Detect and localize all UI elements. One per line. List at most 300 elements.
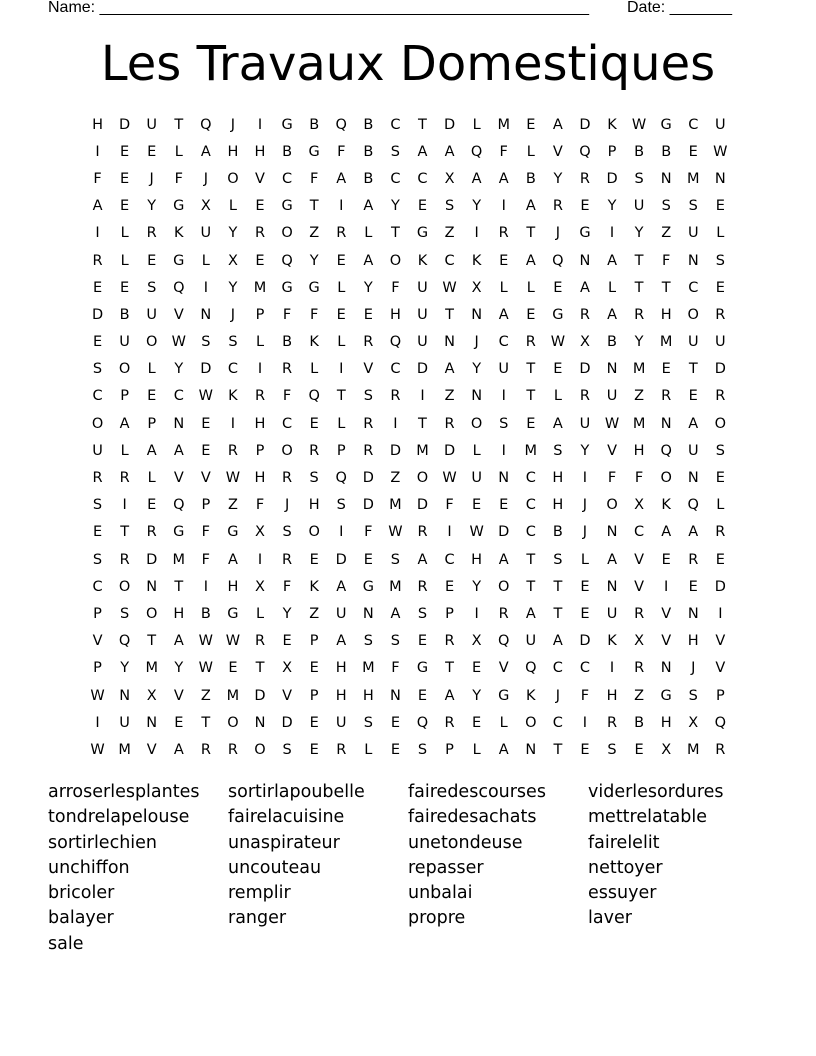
grid-letter: O	[308, 524, 320, 541]
word-list-item: ranger	[228, 908, 287, 929]
grid-letter: I	[474, 605, 479, 622]
grid-letter: V	[282, 687, 293, 704]
grid-letter: E	[120, 279, 130, 296]
grid-letter: T	[147, 633, 157, 650]
grid-letter: R	[634, 306, 645, 323]
grid-letter: I	[582, 714, 588, 731]
grid-letter: I	[609, 660, 615, 677]
grid-letter: U	[579, 415, 591, 432]
grid-row	[84, 437, 734, 464]
word-list-item: viderlesordures	[588, 782, 724, 802]
grid-letter: T	[255, 660, 265, 677]
grid-letter: M	[145, 660, 158, 677]
grid-letter: W	[442, 279, 457, 296]
grid-letter: M	[362, 660, 375, 677]
grid-letter: O	[145, 334, 158, 351]
grid-letter: K	[607, 116, 617, 133]
grid-letter: A	[417, 551, 428, 568]
grid-letter: Q	[525, 660, 537, 677]
grid-letter: X	[282, 660, 293, 677]
grid-letter: K	[471, 252, 482, 269]
grid-letter: V	[173, 306, 184, 323]
grid-letter: A	[227, 551, 238, 568]
grid-letter: E	[526, 306, 536, 323]
grid-letter: E	[174, 714, 184, 731]
grid-letter: A	[552, 116, 563, 133]
grid-letter: E	[336, 252, 346, 269]
grid-letter: C	[688, 279, 699, 296]
grid-letter: R	[146, 524, 157, 541]
word-list-item: balayer	[48, 908, 114, 929]
grid-letter: X	[255, 524, 265, 541]
grid-letter: M	[524, 442, 538, 459]
grid-letter: Y	[390, 198, 400, 215]
grid-letter: T	[445, 306, 454, 323]
grid-letter: M	[253, 279, 267, 296]
grid-letter: U	[417, 306, 428, 323]
grid-letter: G	[498, 687, 510, 704]
grid-letter: S	[715, 442, 725, 459]
grid-letter: I	[257, 551, 263, 568]
grid-letter: E	[255, 198, 265, 215]
grid-row	[84, 165, 734, 192]
grid-letter: I	[203, 279, 208, 296]
grid-row	[84, 464, 734, 491]
grid-letter: T	[390, 225, 400, 242]
grid-letter: C	[227, 361, 238, 378]
grid-row	[84, 138, 734, 165]
grid-letter: E	[336, 306, 346, 323]
grid-letter: E	[390, 741, 400, 758]
grid-letter: H	[254, 415, 266, 432]
grid-letter: G	[416, 225, 429, 242]
grid-letter: M	[632, 415, 646, 432]
grid-letter: O	[118, 578, 131, 595]
grid-letter: P	[255, 442, 265, 459]
grid-letter: U	[687, 334, 699, 351]
grid-letter: F	[580, 687, 590, 704]
grid-letter: O	[714, 415, 727, 432]
grid-letter: W	[225, 470, 241, 487]
grid-letter: W	[631, 116, 647, 133]
grid-letter: S	[417, 605, 428, 622]
grid-letter: E	[472, 714, 482, 731]
grid-letter: E	[309, 660, 319, 677]
grid-letter: E	[715, 470, 725, 487]
grid-letter: A	[444, 361, 455, 378]
grid-letter: R	[498, 225, 509, 242]
word-list-item: uncouteau	[228, 857, 322, 878]
grid-letter: R	[227, 741, 238, 758]
grid-letter: W	[604, 415, 620, 432]
grid-row	[84, 356, 734, 383]
grid-letter: U	[525, 633, 537, 650]
grid-letter: E	[580, 605, 590, 622]
grid-letter: N	[606, 361, 618, 378]
grid-letter: D	[443, 442, 456, 459]
grid-row	[84, 193, 734, 220]
grid-letter: J	[582, 524, 588, 541]
grid-letter: L	[472, 116, 481, 133]
grid-letter: S	[201, 334, 211, 351]
grid-letter: C	[579, 660, 590, 677]
grid-letter: H	[389, 306, 401, 323]
grid-letter: Q	[389, 334, 402, 351]
grid-letter: E	[499, 252, 509, 269]
grid-letter: R	[417, 524, 428, 541]
grid-letter: B	[607, 334, 617, 351]
grid-row	[84, 329, 734, 356]
grid-letter: L	[255, 334, 265, 351]
grid-letter: J	[203, 170, 208, 187]
grid-letter: S	[390, 633, 400, 650]
grid-letter: Y	[607, 198, 617, 215]
grid-letter: J	[582, 497, 588, 514]
grid-letter: V	[173, 470, 184, 487]
grid-letter: A	[525, 252, 536, 269]
grid-letter: Y	[174, 660, 184, 677]
grid-letter: S	[688, 687, 698, 704]
grid-letter: R	[227, 442, 238, 459]
grid-letter: K	[661, 497, 671, 514]
grid-letter: F	[282, 388, 292, 405]
grid-letter: Y	[363, 279, 373, 296]
grid-letter: E	[580, 741, 590, 758]
grid-letter: H	[606, 687, 618, 704]
grid-letter: E	[92, 524, 103, 541]
grid-letter: F	[255, 497, 265, 514]
word-list-item: repasser	[408, 857, 484, 878]
grid-row	[84, 573, 734, 600]
grid-letter: E	[444, 578, 455, 595]
grid-letter: A	[363, 252, 374, 269]
grid-letter: C	[444, 551, 455, 568]
grid-letter: V	[634, 551, 645, 568]
grid-letter: N	[146, 578, 158, 595]
grid-letter: E	[715, 551, 725, 568]
grid-letter: D	[579, 361, 591, 378]
grid-letter: R	[715, 388, 726, 405]
word-list-item: unchiffon	[48, 857, 130, 878]
grid-letter: C	[525, 497, 536, 514]
grid-letter: F	[282, 578, 292, 595]
grid-letter: E	[255, 252, 265, 269]
grid-letter: E	[553, 361, 563, 378]
grid-letter: B	[282, 143, 293, 160]
grid-letter: I	[230, 415, 236, 432]
grid-letter: C	[417, 170, 428, 187]
grid-letter: D	[714, 578, 726, 595]
grid-letter: N	[660, 415, 672, 432]
grid-letter: A	[92, 198, 103, 215]
grid-letter: E	[417, 198, 428, 215]
grid-letter: M	[659, 334, 673, 351]
grid-letter: P	[309, 687, 319, 704]
grid-letter: A	[498, 551, 509, 568]
grid-letter: U	[606, 388, 618, 405]
grid-letter: R	[92, 252, 103, 269]
grid-letter: R	[92, 470, 103, 487]
grid-letter: P	[715, 687, 725, 704]
grid-letter: L	[147, 470, 156, 487]
grid-letter: S	[499, 415, 509, 432]
grid-letter: U	[119, 334, 130, 351]
grid-letter: L	[228, 198, 237, 215]
grid-row	[84, 546, 734, 573]
grid-letter: A	[607, 306, 617, 323]
grid-letter: I	[95, 225, 100, 242]
grid-letter: L	[716, 225, 725, 242]
grid-letter: E	[363, 306, 373, 323]
grid-letter: T	[120, 524, 130, 541]
grid-letter: C	[282, 415, 293, 432]
grid-letter: S	[363, 633, 373, 650]
grid-letter: U	[92, 442, 103, 459]
grid-letter: N	[471, 306, 483, 323]
grid-letter: B	[200, 605, 211, 622]
grid-letter: V	[661, 633, 672, 650]
grid-letter: A	[363, 198, 374, 215]
grid-letter: G	[173, 198, 185, 215]
grid-letter: R	[444, 415, 455, 432]
grid-letter: B	[634, 143, 645, 160]
grid-letter: O	[281, 442, 293, 459]
word-list-item: arroserlesplantes	[48, 782, 200, 802]
grid-letter: V	[661, 605, 672, 622]
grid-letter: L	[310, 361, 319, 378]
grid-letter: S	[553, 442, 563, 459]
grid-letter: J	[230, 306, 236, 323]
grid-letter: G	[308, 279, 320, 296]
grid-letter: S	[417, 741, 428, 758]
grid-letter: E	[120, 198, 130, 215]
word-list-item: bricoler	[48, 883, 115, 904]
grid-letter: W	[442, 470, 457, 487]
grid-letter: O	[227, 170, 239, 187]
grid-letter: E	[688, 143, 698, 160]
name-field: Name: _______________________________________________________	[48, 0, 589, 16]
grid-letter: F	[607, 470, 617, 487]
grid-letter: X	[661, 741, 672, 758]
date-field: Date: _______	[627, 0, 732, 16]
grid-letter: O	[660, 470, 672, 487]
grid-letter: N	[498, 470, 510, 487]
grid-letter: T	[418, 116, 427, 133]
grid-letter: L	[716, 497, 725, 514]
grid-letter: S	[92, 551, 103, 568]
grid-letter: K	[526, 687, 536, 704]
grid-letter: G	[281, 198, 293, 215]
grid-letter: F	[445, 497, 454, 514]
grid-letter: X	[146, 687, 157, 704]
word-list-item: tondrelapelouse	[48, 807, 190, 828]
grid-letter: N	[579, 252, 591, 269]
grid-letter: E	[715, 198, 725, 215]
grid-letter: N	[146, 714, 158, 731]
grid-letter: L	[201, 252, 210, 269]
grid-letter: Q	[200, 116, 212, 133]
grid-letter: U	[335, 605, 347, 622]
grid-letter: I	[609, 225, 615, 242]
grid-row	[84, 600, 734, 627]
grid-letter: R	[579, 306, 590, 323]
grid-letter: E	[417, 633, 428, 650]
grid-letter: T	[526, 388, 536, 405]
grid-letter: T	[418, 415, 427, 432]
grid-letter: G	[173, 252, 185, 269]
grid-letter: D	[254, 687, 266, 704]
grid-letter: O	[470, 415, 483, 432]
grid-letter: M	[687, 170, 700, 187]
grid-letter: Z	[309, 225, 320, 242]
grid-letter: V	[255, 170, 265, 187]
grid-letter: R	[119, 470, 130, 487]
grid-letter: W	[90, 741, 105, 758]
grid-letter: I	[474, 225, 479, 242]
grid-letter: E	[472, 660, 482, 677]
word-list-item: sortirlechien	[48, 832, 157, 853]
grid-letter: S	[444, 198, 455, 215]
grid-letter: B	[552, 524, 563, 541]
grid-letter: I	[95, 143, 100, 160]
grid-letter: Q	[335, 470, 347, 487]
grid-letter: L	[553, 388, 562, 405]
grid-letter: O	[498, 578, 510, 595]
grid-letter: F	[662, 252, 671, 269]
grid-letter: O	[389, 252, 402, 269]
grid-letter: D	[498, 524, 510, 541]
page-title: Les Travaux Domestiques	[100, 36, 716, 92]
grid-letter: G	[416, 660, 429, 677]
grid-letter: K	[417, 252, 428, 269]
grid-letter: G	[227, 605, 239, 622]
grid-letter: R	[254, 633, 266, 650]
grid-letter: E	[92, 279, 103, 296]
grid-letter: A	[417, 143, 428, 160]
grid-letter: R	[282, 470, 293, 487]
grid-letter: C	[525, 524, 536, 541]
grid-letter: L	[499, 714, 508, 731]
word-list-item: sortirlapoubelle	[228, 782, 365, 802]
grid-letter: H	[173, 605, 185, 622]
grid-letter: K	[309, 334, 319, 351]
grid-letter: S	[282, 524, 292, 541]
grid-letter: C	[498, 334, 509, 351]
grid-letter: C	[390, 170, 401, 187]
grid-row	[84, 274, 734, 301]
word-search-grid	[84, 111, 734, 764]
grid-letter: E	[282, 633, 292, 650]
grid-letter: D	[389, 442, 401, 459]
grid-letter: M	[389, 578, 402, 595]
grid-letter: A	[444, 143, 455, 160]
grid-letter: P	[120, 388, 129, 405]
grid-letter: E	[120, 143, 130, 160]
grid-letter: E	[147, 252, 157, 269]
grid-letter: L	[526, 279, 535, 296]
grid-letter: R	[688, 551, 699, 568]
grid-letter: H	[308, 497, 320, 514]
grid-letter: N	[444, 334, 455, 351]
grid-letter: S	[661, 198, 671, 215]
grid-letter: T	[688, 361, 698, 378]
grid-letter: A	[336, 578, 347, 595]
grid-letter: L	[472, 442, 481, 459]
grid-letter: U	[633, 198, 645, 215]
grid-letter: A	[471, 170, 482, 187]
grid-letter: H	[660, 714, 672, 731]
grid-letter: P	[309, 633, 319, 650]
grid-letter: R	[336, 225, 347, 242]
grid-letter: I	[339, 198, 344, 215]
grid-letter: G	[552, 306, 564, 323]
grid-letter: M	[632, 361, 646, 378]
grid-letter: Z	[390, 470, 401, 487]
grid-letter: C	[282, 170, 293, 187]
word-column	[48, 780, 228, 957]
grid-letter: J	[555, 687, 560, 704]
grid-letter: Z	[634, 388, 645, 405]
grid-letter: H	[92, 116, 103, 133]
grid-letter: Y	[634, 334, 644, 351]
grid-letter: A	[525, 605, 536, 622]
grid-letter: B	[309, 116, 320, 133]
grid-row	[84, 383, 734, 410]
grid-letter: H	[335, 660, 347, 677]
grid-letter: M	[497, 116, 510, 133]
grid-letter: Q	[660, 442, 672, 459]
grid-row	[84, 655, 734, 682]
grid-letter: S	[634, 170, 644, 187]
grid-letter: F	[282, 306, 292, 323]
grid-letter: J	[555, 225, 560, 242]
grid-row	[84, 736, 734, 763]
grid-letter: X	[200, 198, 211, 215]
grid-letter: C	[92, 388, 103, 405]
grid-letter: A	[579, 279, 590, 296]
grid-letter: W	[198, 660, 214, 677]
grid-letter: A	[173, 633, 184, 650]
grid-letter: R	[606, 714, 618, 731]
grid-letter: K	[228, 388, 238, 405]
grid-letter: U	[715, 116, 726, 133]
grid-letter: I	[95, 714, 100, 731]
grid-letter: J	[691, 660, 696, 677]
grid-letter: E	[580, 198, 590, 215]
grid-letter: P	[336, 442, 346, 459]
grid-letter: F	[93, 170, 102, 187]
grid-letter: F	[337, 143, 346, 160]
grid-letter: R	[579, 170, 590, 187]
grid-letter: Z	[634, 687, 645, 704]
grid-letter: O	[118, 361, 131, 378]
grid-letter: Y	[309, 252, 319, 269]
grid-row	[84, 519, 734, 546]
grid-letter: L	[337, 334, 346, 351]
grid-letter: T	[336, 388, 346, 405]
grid-letter: Q	[552, 252, 564, 269]
grid-letter: U	[146, 116, 157, 133]
grid-letter: T	[526, 225, 536, 242]
grid-letter: Q	[714, 714, 727, 731]
grid-letter: O	[145, 605, 158, 622]
grid-letter: E	[417, 687, 428, 704]
grid-letter: I	[339, 524, 344, 541]
grid-letter: N	[606, 524, 618, 541]
grid-letter: D	[416, 361, 429, 378]
grid-letter: Y	[147, 198, 157, 215]
grid-letter: E	[309, 741, 319, 758]
